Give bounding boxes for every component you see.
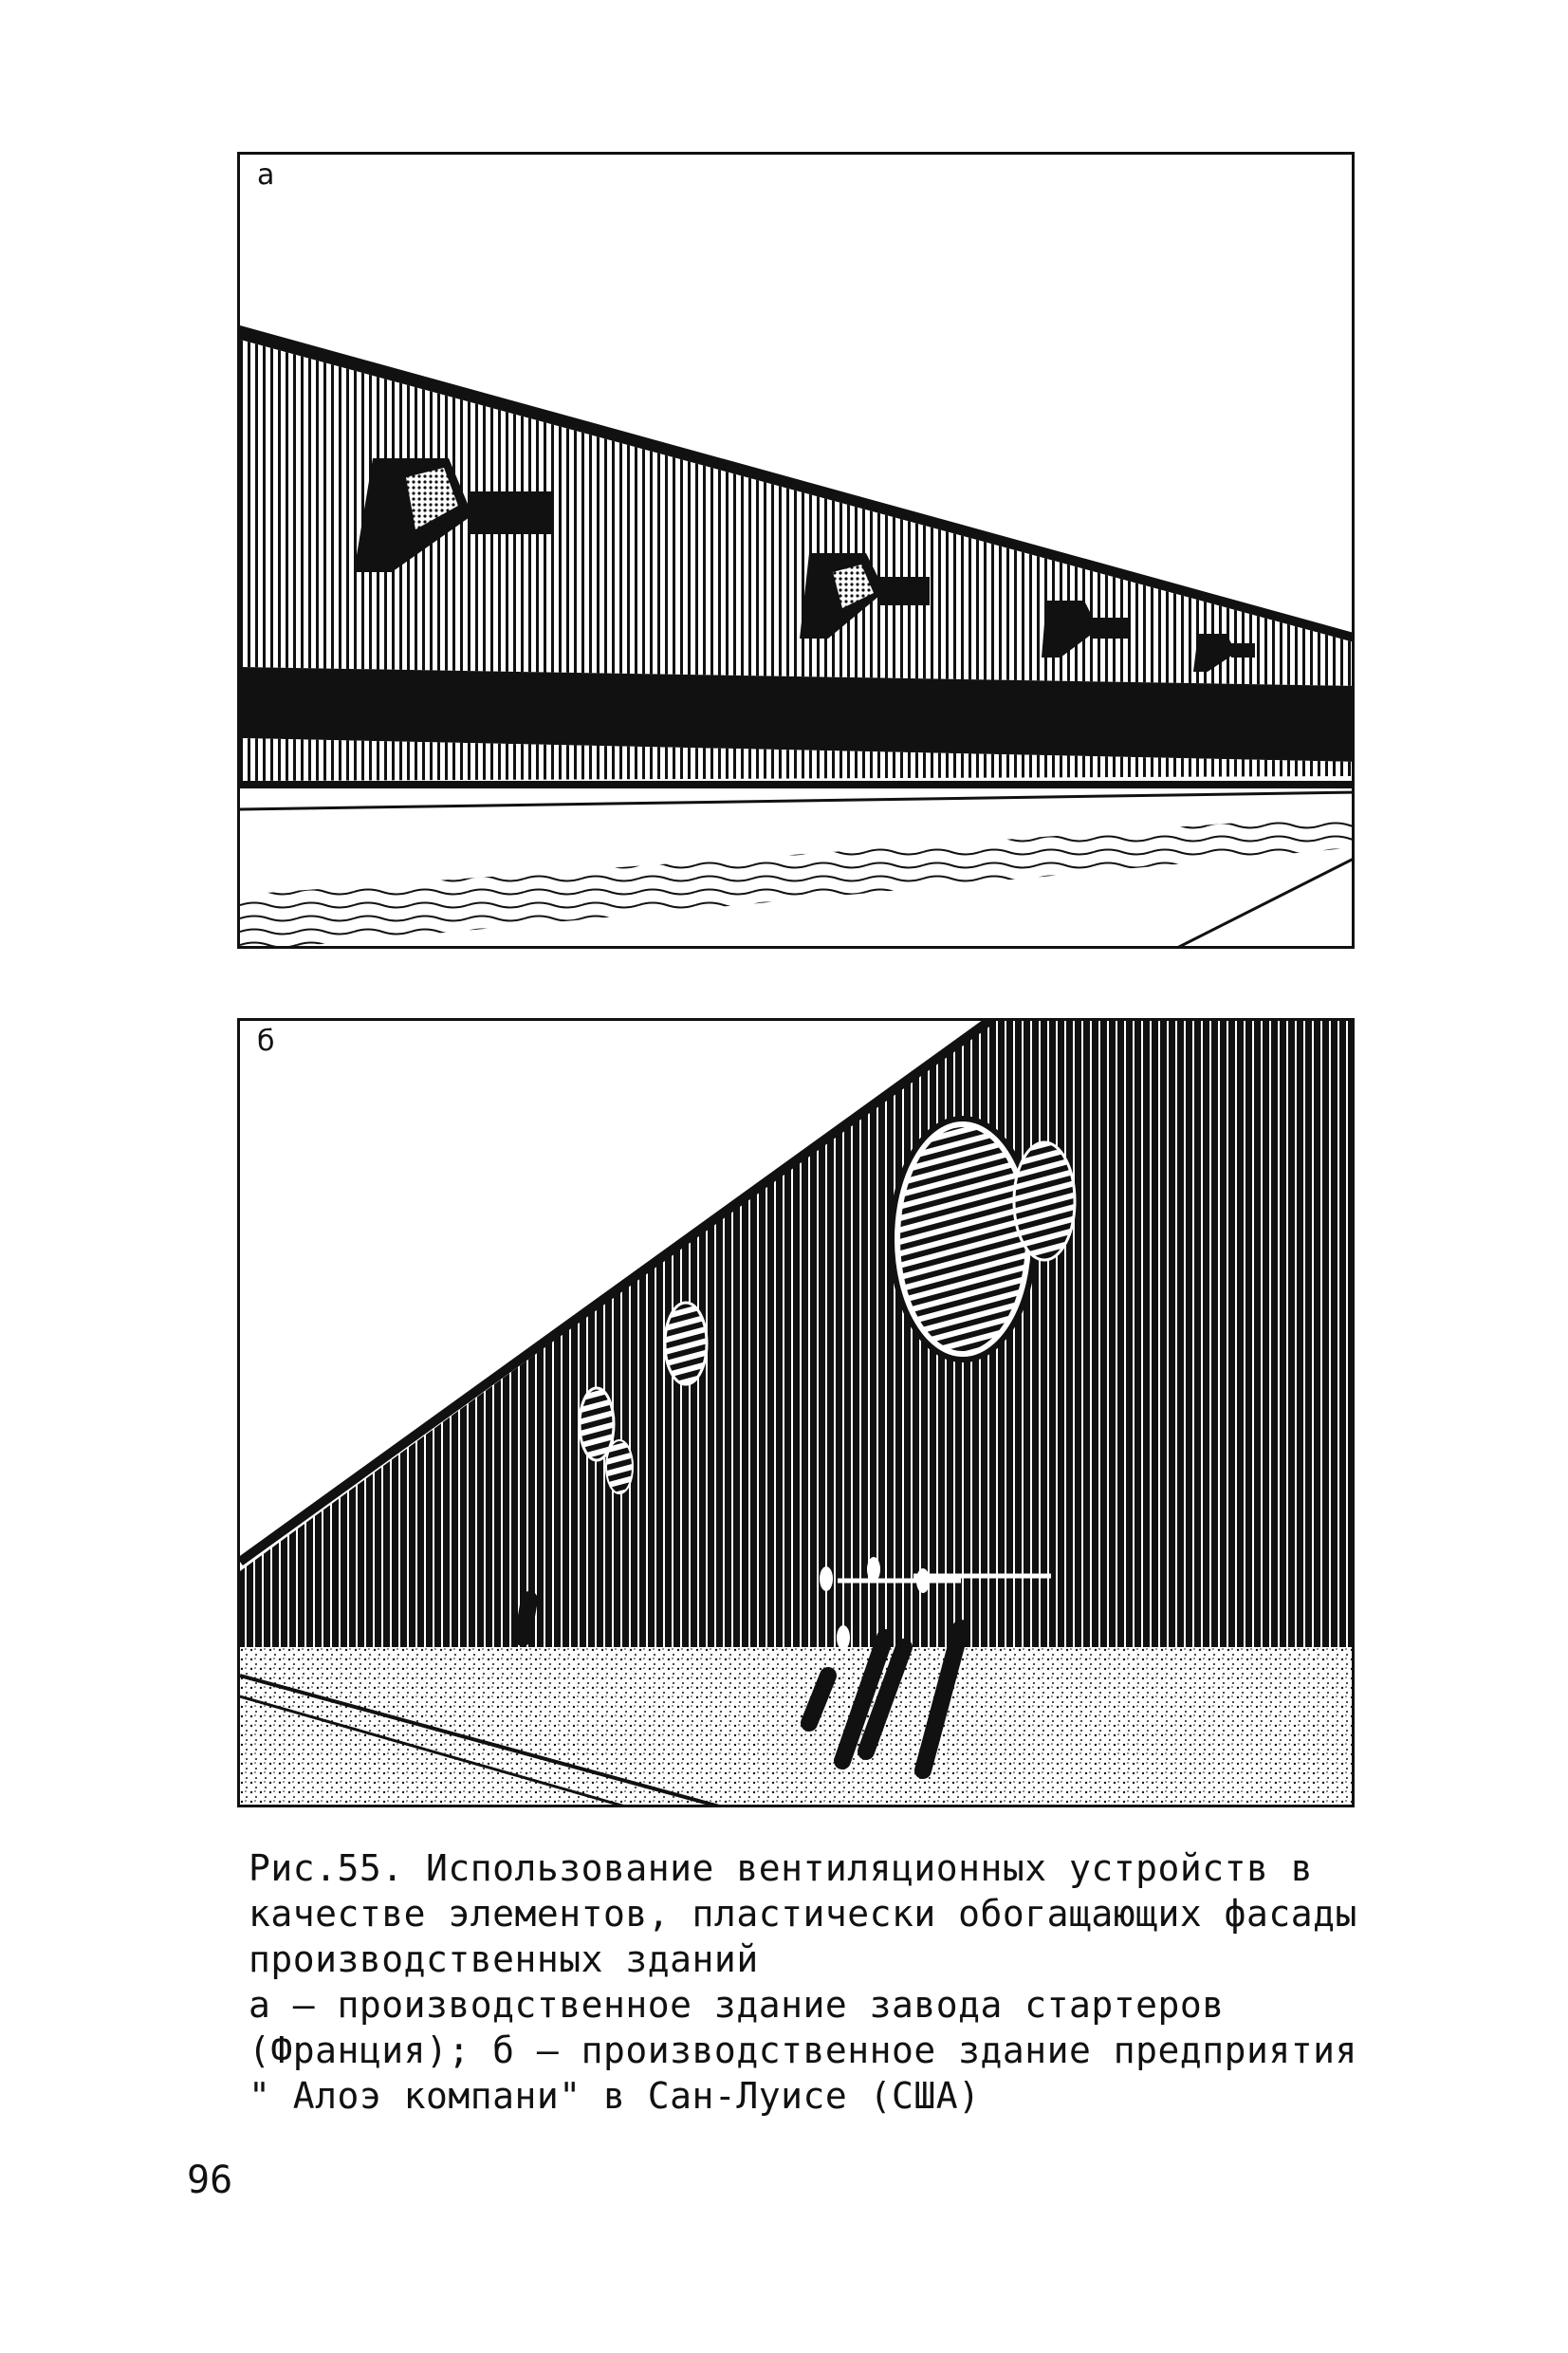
figure-b-illustration [240,1021,1355,1807]
page-number: 96 [187,2158,233,2202]
figure-caption [249,1845,1377,2119]
caption-legend: а – производственное здание завода стартеров (Франция); б – производственное здание предприятия " Алоэ компани" в Сан-Луисе (США) [249,1984,1357,2117]
figure-a-illustration [240,155,1355,949]
figure-a [237,152,1355,949]
figure-b [237,1018,1355,1807]
figure-a-label: а [253,158,278,192]
figure-b-label: б [253,1025,279,1058]
caption-title: Рис.55. Использование вентиляционных устройств в качестве элементов, пластически обогащающих фасады производственных зданий [249,1847,1357,1980]
